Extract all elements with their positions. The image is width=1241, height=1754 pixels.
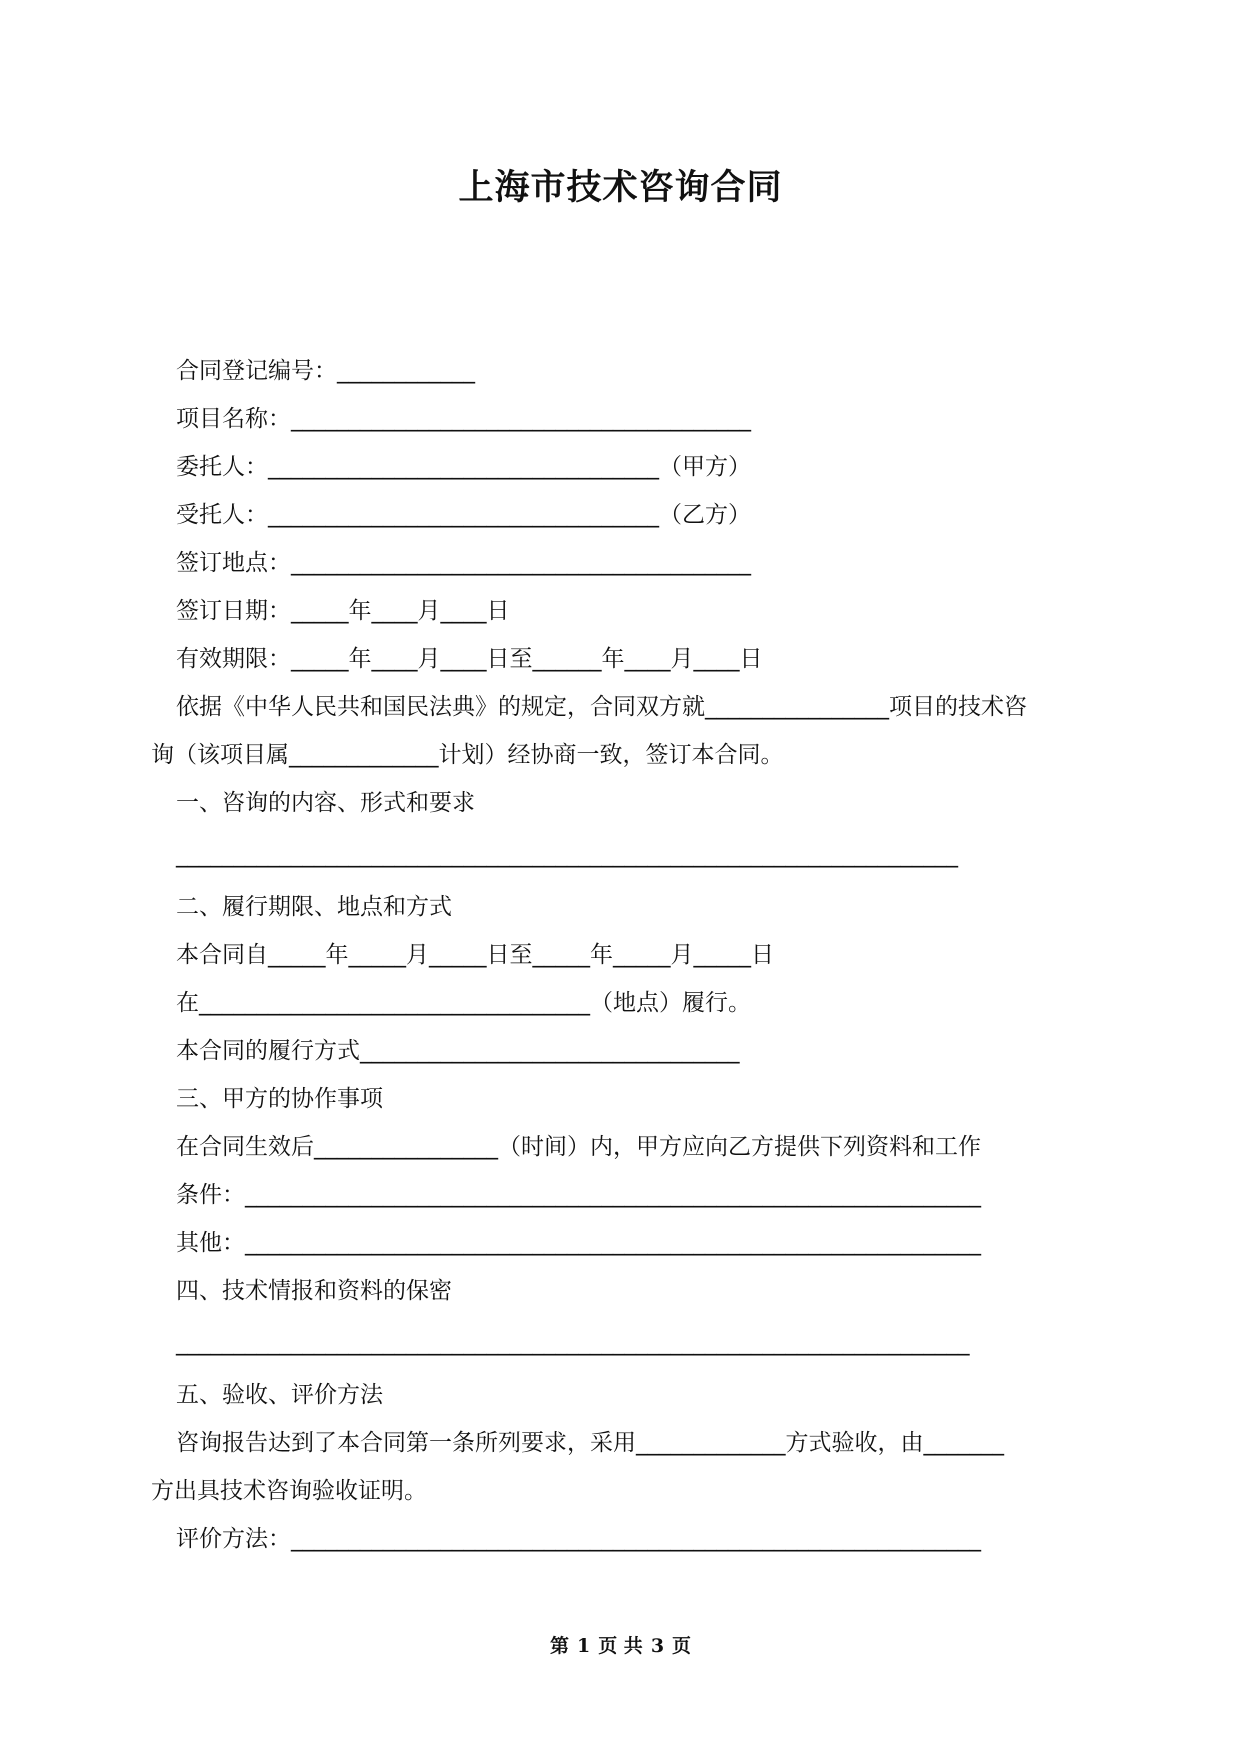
footer-suffix: 页: [672, 1635, 692, 1657]
other-line: 其他：________________________________________________________________: [176, 1230, 981, 1256]
section-4-blank: _____________________________________________________________________: [176, 1330, 970, 1356]
performance-period: 本合同自_____年_____月_____日至_____年_____月_____日: [176, 942, 774, 968]
section-3-heading: 三、甲方的协作事项: [176, 1086, 383, 1112]
preamble-line-1: 依据《中华人民共和国民法典》的规定，合同双方就________________项目的技术咨: [176, 694, 1027, 720]
performance-method: 本合同的履行方式_________________________________: [176, 1038, 740, 1064]
section-1-blank: ____________________________________________________________________: [176, 842, 958, 868]
signing-date: 签订日期：_____年____月____日: [176, 598, 510, 624]
acceptance-line-2: 方出具技术咨询验收证明。: [151, 1478, 427, 1504]
client-party: 委托人：__________________________________（甲方）: [176, 454, 751, 480]
section-5-heading: 五、验收、评价方法: [176, 1382, 383, 1408]
evaluation-method: 评价方法：____________________________________________________________: [176, 1526, 981, 1552]
footer-middle: 页 共: [598, 1635, 643, 1657]
project-name: 项目名称：________________________________________: [176, 406, 751, 432]
preamble-line-2: 询（该项目属_____________计划）经协商一致，签订本合同。: [151, 742, 784, 768]
conditions-line: 条件：________________________________________________________________: [176, 1182, 981, 1208]
contract-registration-number: 合同登记编号：____________: [176, 358, 475, 384]
signing-place: 签订地点：________________________________________: [176, 550, 751, 576]
section-1-heading: 一、咨询的内容、形式和要求: [176, 790, 475, 816]
section-2-heading: 二、履行期限、地点和方式: [176, 894, 452, 920]
performance-place: 在__________________________________（地点）履行。: [176, 990, 751, 1016]
page-footer: [0, 1631, 1241, 1658]
cooperation-terms: 在合同生效后________________（时间）内，甲方应向乙方提供下列资料和工作: [176, 1134, 981, 1160]
document-title: 上海市技术咨询合同: [458, 168, 783, 208]
footer-total-pages: 3: [650, 1635, 665, 1657]
section-4-heading: 四、技术情报和资料的保密: [176, 1278, 452, 1304]
acceptance-line-1: 咨询报告达到了本合同第一条所列要求，采用_____________方式验收，由_______: [176, 1430, 1004, 1456]
footer-prefix: 第: [549, 1635, 569, 1657]
validity-period: 有效期限：_____年____月____日至______年____月____日: [176, 646, 763, 672]
footer-page-number: 1: [576, 1635, 591, 1657]
consultant-party: 受托人：__________________________________（乙方）: [176, 502, 751, 528]
